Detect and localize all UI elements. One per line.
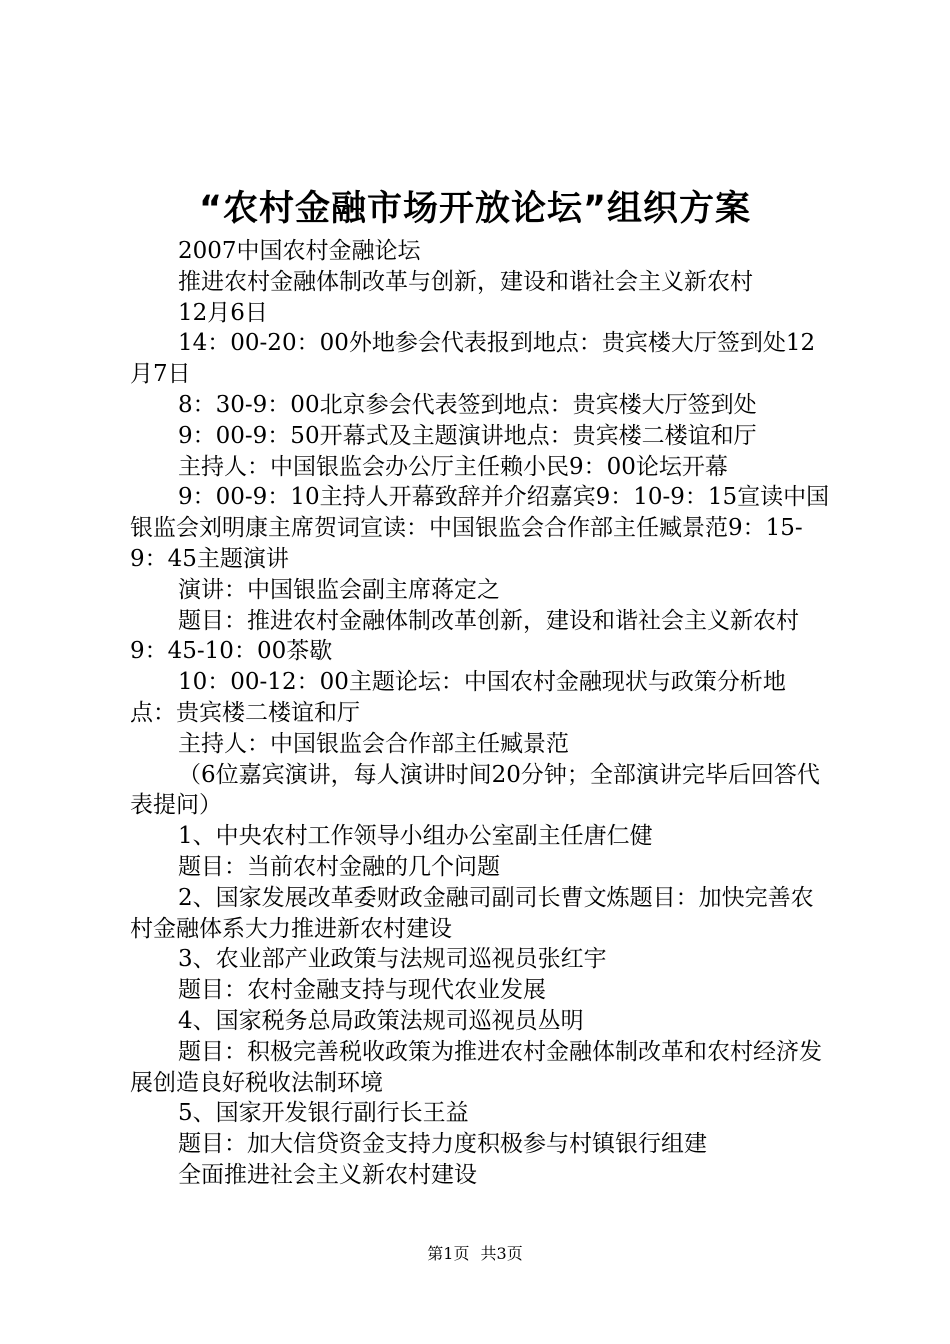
paragraph-opening-agenda: 9：00-9：10主持人开幕致辞并介绍嘉宾9：10-9：15宣读中国银监会刘明康主席贺词宣读：中国银监会合作部主任臧景范9：15-9：45主题演讲 <box>130 484 830 572</box>
paragraph-opening-ceremony: 9：00-9：50开幕式及主题演讲地点：贵宾楼二楼谊和厅 <box>178 422 757 449</box>
paragraph-forum-host: 主持人：中国银监会合作部主任臧景范 <box>178 730 569 757</box>
page-total: 共3页 <box>480 1244 523 1263</box>
paragraph-keynote-speaker: 演讲：中国银监会副主席蒋定之 <box>178 576 500 603</box>
paragraph-forum-theme: 推进农村金融体制改革与创新，建设和谐社会主义新农村 <box>178 268 753 295</box>
document-body <box>130 236 830 1191</box>
paragraph-topic-5: 题目：加大信贷资金支持力度积极参与村镇银行组建 <box>178 1131 707 1158</box>
document-title: “农村金融市场开放论坛”组织方案 <box>198 189 751 229</box>
paragraph-date-dec6: 12月6日 <box>178 299 268 326</box>
paragraph-host-opening: 主持人：中国银监会办公厅主任赖小民9：00论坛开幕 <box>178 453 728 480</box>
paragraph-speaker-4: 4、国家税务总局政策法规司巡视员丛明 <box>178 1007 584 1034</box>
paragraph-speaker-1: 1、中央农村工作领导小组办公室副主任唐仁健 <box>178 823 653 850</box>
page-footer <box>0 1242 950 1266</box>
paragraph-topic-5-cont: 全面推进社会主义新农村建设 <box>178 1161 477 1188</box>
paragraph-topic-3: 题目：农村金融支持与现代农业发展 <box>178 977 546 1004</box>
page-number: 第1页 <box>427 1244 470 1263</box>
paragraph-keynote-topic: 题目：推进农村金融体制改革创新，建设和谐社会主义新农村9：45-10：00茶歇 <box>130 607 799 665</box>
paragraph-speaker-3: 3、农业部产业政策与法规司巡视员张红宇 <box>178 946 607 973</box>
paragraph-speaker-5: 5、国家开发银行副行长王益 <box>178 1100 469 1127</box>
paragraph-registration-out-of-town: 14：00-20：00外地参会代表报到地点：贵宾楼大厅签到处12月7日 <box>130 330 816 388</box>
paragraph-registration-beijing: 8：30-9：00北京参会代表签到地点：贵宾楼大厅签到处 <box>178 391 757 418</box>
paragraph-forum-name: 2007中国农村金融论坛 <box>178 238 421 264</box>
paragraph-speaker-2-topic: 2、国家发展改革委财政金融司副司长曹文炼题目：加快完善农村金融体系大力推进新农村建设 <box>130 884 814 942</box>
paragraph-topic-4: 题目：积极完善税收政策为推进农村金融体制改革和农村经济发展创造良好税收法制环境 <box>130 1038 822 1096</box>
paragraph-topic-1: 题目：当前农村金融的几个问题 <box>178 853 500 880</box>
paragraph-theme-forum: 10：00-12：00主题论坛：中国农村金融现状与政策分析地点：贵宾楼二楼谊和厅 <box>130 669 786 726</box>
paragraph-speech-format: （6位嘉宾演讲，每人演讲时间20分钟；全部演讲完毕后回答代表提问） <box>130 761 820 819</box>
